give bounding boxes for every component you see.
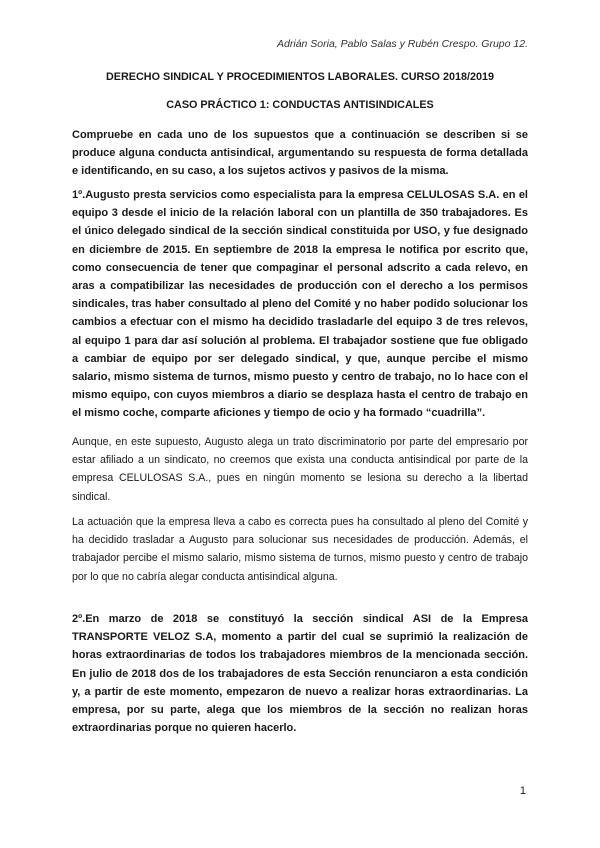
document-title: DERECHO SINDICAL Y PROCEDIMIENTOS LABORALES. CURSO 2018/2019 xyxy=(106,71,494,83)
case-title: CASO PRÁCTICO 1: CONDUCTAS ANTISINDICALES xyxy=(166,99,434,111)
page-number: 1 xyxy=(519,785,526,797)
case-1-answer-paragraph-1: Aunque, en este supuesto, Augusto alega un trato discriminatorio por parte del empresario por estar afiliado a un sindicato, no creemos que exista una conducta antisindical por parte de la empresa CELULOSAS S.A., pues en ningún momento se lesiona su derecho a la libertad sindical. xyxy=(72,436,528,503)
case-1-answer-paragraph-2: La actuación que la empresa lleva a cabo es correcta pues ha consultado al pleno del Comité y ha decidido trasladar a Augusto para solucionar sus necesidades de producción. Además, el trabajador percibe el mismo salario, mismo sistema de turnos, mismo puesto y centro de trabajo por lo que no cabría alegar conducta antisindical alguna. xyxy=(72,516,528,583)
intro-paragraph: Compruebe en cada uno de los supuestos que a continuación se describen si se produce alguna conducta antisindical, argumentando su respuesta de forma detallada e identificando, en su caso, a los sujetos activos y pasivos de la misma. xyxy=(72,129,528,178)
case-1-statement: 1º.Augusto presta servicios como especialista para la empresa CELULOSAS S.A. en el equipo 3 desde el inicio de la relación laboral con un plantilla de 350 trabajadores. Es el único delegado sindical de la sección sindical constituida por USO, y fue designado en diciembre de 2015. En septiembre de 2018 la empresa le notifica por escrito que, como consecuencia de tener que compaginar el personal adscrito a cada relevo, en aras a compatibilizar las necesidades de producción con el derecho a los permisos sindicales, tras haber consultado al pleno del Comité y no haber podido solucionar los cambios a efectuar con el mismo ha decidido trasladarle del equipo 3 de tres relevos, al equipo 1 para dar así solución al problema. El trabajador sostiene que fue obligado a cambiar de equipo por ser delegado sindical, y que, aunque percibe el mismo salario, mismo sistema de turnos, mismo puesto y centro de trabajo, no lo hace con el mismo equipo, con cuyos miembros a diario se desplaza hasta el centro de trabajo en el mismo coche, comparte aficiones y tiempo de ocio y ha formado “cuadrilla”. xyxy=(72,189,528,420)
case-2-statement: 2º.En marzo de 2018 se constituyó la sección sindical ASI de la Empresa TRANSPORTE VELOZ S.A, momento a partir del cual se suprimió la realización de horas extraordinarias de todos los trabajadores miembros de la mencionada sección. En julio de 2018 dos de los trabajadores de esta Sección renunciaron a esta condición y, a partir de este momento, empezaron de nuevo a realizar horas extraordinarias. La empresa, por su parte, alega que los miembros de la sección no realizan horas extraordinarias porque no quieren hacerlo. xyxy=(72,613,528,735)
page-header-authors: Adrián Soria, Pablo Salas y Rubén Crespo. Grupo 12. xyxy=(277,38,528,50)
